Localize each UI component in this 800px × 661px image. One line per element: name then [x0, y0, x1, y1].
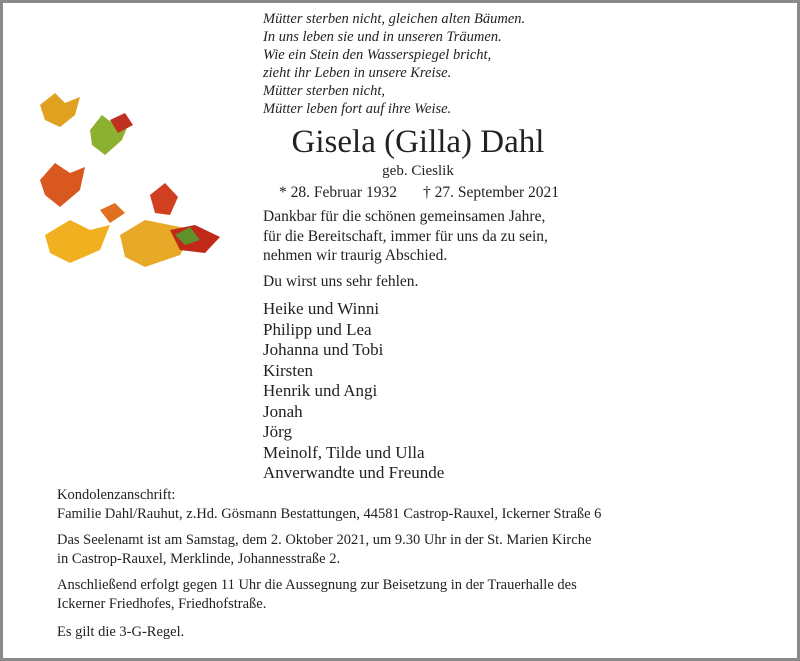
deceased-name: Gisela (Gilla) Dahl — [291, 124, 545, 160]
poem-line: Mütter sterben nicht, — [263, 83, 386, 99]
thanks-text — [263, 207, 548, 266]
mass-info — [57, 531, 591, 568]
covid-rule: Es gilt die 3-G-Regel. — [57, 624, 185, 640]
family-member: Jonah — [263, 401, 303, 421]
thanks-line: Dankbar für die schönen gemeinsamen Jahre, — [263, 208, 546, 225]
poem-line: Wie ein Stein den Wasserspiegel bricht, — [263, 47, 492, 63]
family-member: Johanna und Tobi — [263, 340, 384, 359]
condolence-address-line: Familie Dahl/Rauhut, z.Hd. Gösmann Bestattungen, 44581 Castrop-Rauxel, Ickerner Straße 6 — [57, 505, 602, 522]
family-member: Henrik und Angi — [263, 381, 378, 400]
autumn-leaves-image — [30, 85, 230, 275]
blessing-line: Anschließend erfolgt gegen 11 Uhr die Aussegnung zur Beisetzung in der Trauerhalle des — [57, 577, 577, 593]
family-member: Jörg — [263, 422, 292, 441]
poem — [263, 10, 525, 118]
family-member: Anverwandte und Freunde — [263, 463, 445, 482]
life-dates — [279, 184, 585, 202]
miss-text: Du wirst uns sehr fehlen. — [263, 273, 419, 290]
birth-date: * 28. Februar 1932 — [279, 184, 397, 201]
mass-line: Das Seelenamt ist am Samstag, dem 2. Oktober 2021, um 9.30 Uhr in der St. Marien Kirche — [57, 532, 592, 548]
family-list — [263, 299, 444, 484]
condolence-address — [57, 486, 601, 523]
poem-line: Mütter leben fort auf ihre Weise. — [263, 101, 452, 117]
leaf-icon — [40, 93, 220, 267]
thanks-line: nehmen wir traurig Abschied. — [263, 247, 448, 264]
blessing-info — [57, 576, 577, 613]
family-member: Meinolf, Tilde und Ulla — [263, 442, 425, 462]
family-member: Kirsten — [263, 360, 314, 380]
condolence-label: Kondolenzanschrift: — [57, 487, 176, 503]
family-member: Philipp und Lea — [263, 319, 372, 339]
poem-line: Mütter sterben nicht, gleichen alten Bäumen. — [263, 11, 526, 27]
poem-line: zieht ihr Leben in unsere Kreise. — [263, 65, 452, 81]
blessing-line: Ickerner Friedhofes, Friedhofstraße. — [57, 595, 267, 612]
family-member: Heike und Winni — [263, 299, 380, 318]
poem-line: In uns leben sie und in unseren Träumen. — [263, 29, 502, 45]
death-date: † 27. September 2021 — [422, 184, 559, 201]
mass-line: in Castrop-Rauxel, Merklinde, Johannesstraße 2. — [57, 550, 341, 567]
birth-name: geb. Cieslik — [382, 163, 454, 179]
thanks-line: für die Bereitschaft, immer für uns da zu sein, — [263, 227, 548, 245]
